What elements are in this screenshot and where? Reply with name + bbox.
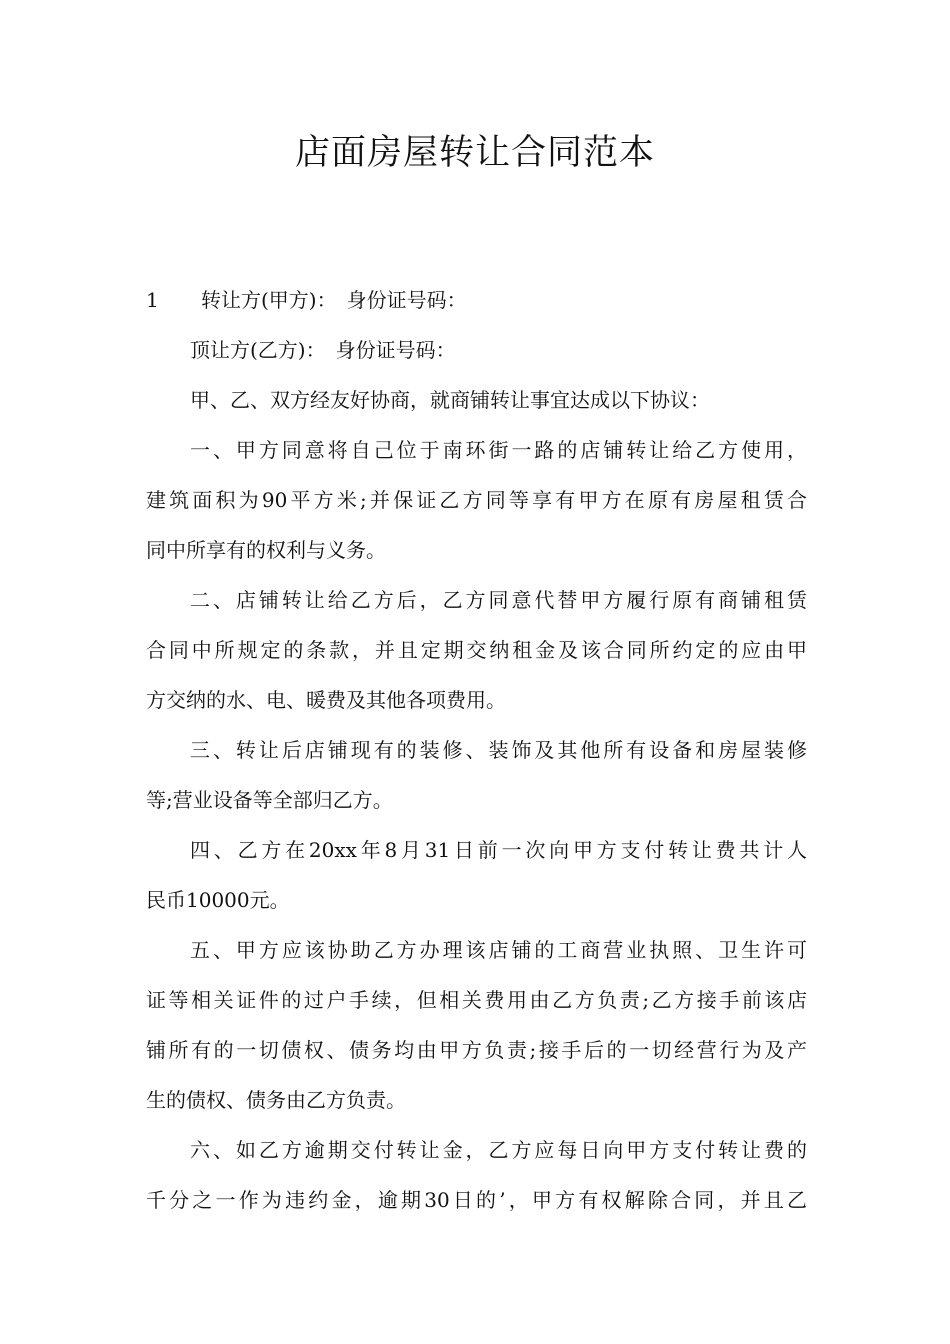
page-title: 店面房屋转让合同范本 xyxy=(294,133,655,173)
paragraph-line: 合同中所规定的条款，并且定期交纳租金及该合同所约定的应由甲 xyxy=(146,638,807,662)
paragraph-line: 二、店铺转让给乙方后，乙方同意代替甲方履行原有商铺租赁 xyxy=(190,588,807,612)
paragraph-line: 甲、乙、双方经友好协商，就商铺转让事宜达成以下协议： xyxy=(190,388,710,412)
paragraph-line: 五、甲方应该协助乙方办理该店铺的工商营业执照、卫生许可 xyxy=(190,938,807,962)
paragraph-line: 四、乙方在20xx年8月31日前一次向甲方支付转让费共计人 xyxy=(190,838,807,862)
paragraph-line: 顶让方(乙方)： 身份证号码： xyxy=(190,338,456,362)
paragraph-line: 铺所有的一切债权、债务均由甲方负责;接手后的一切经营行为及产 xyxy=(146,1038,807,1062)
paragraph-line: 一、甲方同意将自己位于南环街一路的店铺转让给乙方使用， xyxy=(190,438,807,462)
paragraph-line: 生的债权、债务由乙方负责。 xyxy=(146,1088,406,1112)
paragraph-line: 等;营业设备等全部归乙方。 xyxy=(146,788,393,812)
paragraph-line: 千分之一作为违约金，逾期30日的’，甲方有权解除合同，并且乙 xyxy=(146,1188,807,1212)
paragraph-line: 方交纳的水、电、暖费及其他各项费用。 xyxy=(146,688,506,712)
paragraph-line: 三、转让后店铺现有的装修、装饰及其他所有设备和房屋装修 xyxy=(190,738,807,762)
paragraph-line: 建筑面积为90平方米;并保证乙方同等享有甲方在原有房屋租赁合 xyxy=(146,488,807,512)
paragraph-line: 转让方(甲方)： 身份证号码： xyxy=(201,288,467,312)
paragraph-line: 民币10000元。 xyxy=(146,888,290,912)
section-number: 1 xyxy=(146,288,159,312)
paragraph-line: 同中所享有的权利与义务。 xyxy=(146,538,386,562)
paragraph-line: 证等相关证件的过户手续，但相关费用由乙方负责;乙方接手前该店 xyxy=(146,988,807,1012)
paragraph-line: 六、如乙方逾期交付转让金，乙方应每日向甲方支付转让费的 xyxy=(190,1138,807,1162)
